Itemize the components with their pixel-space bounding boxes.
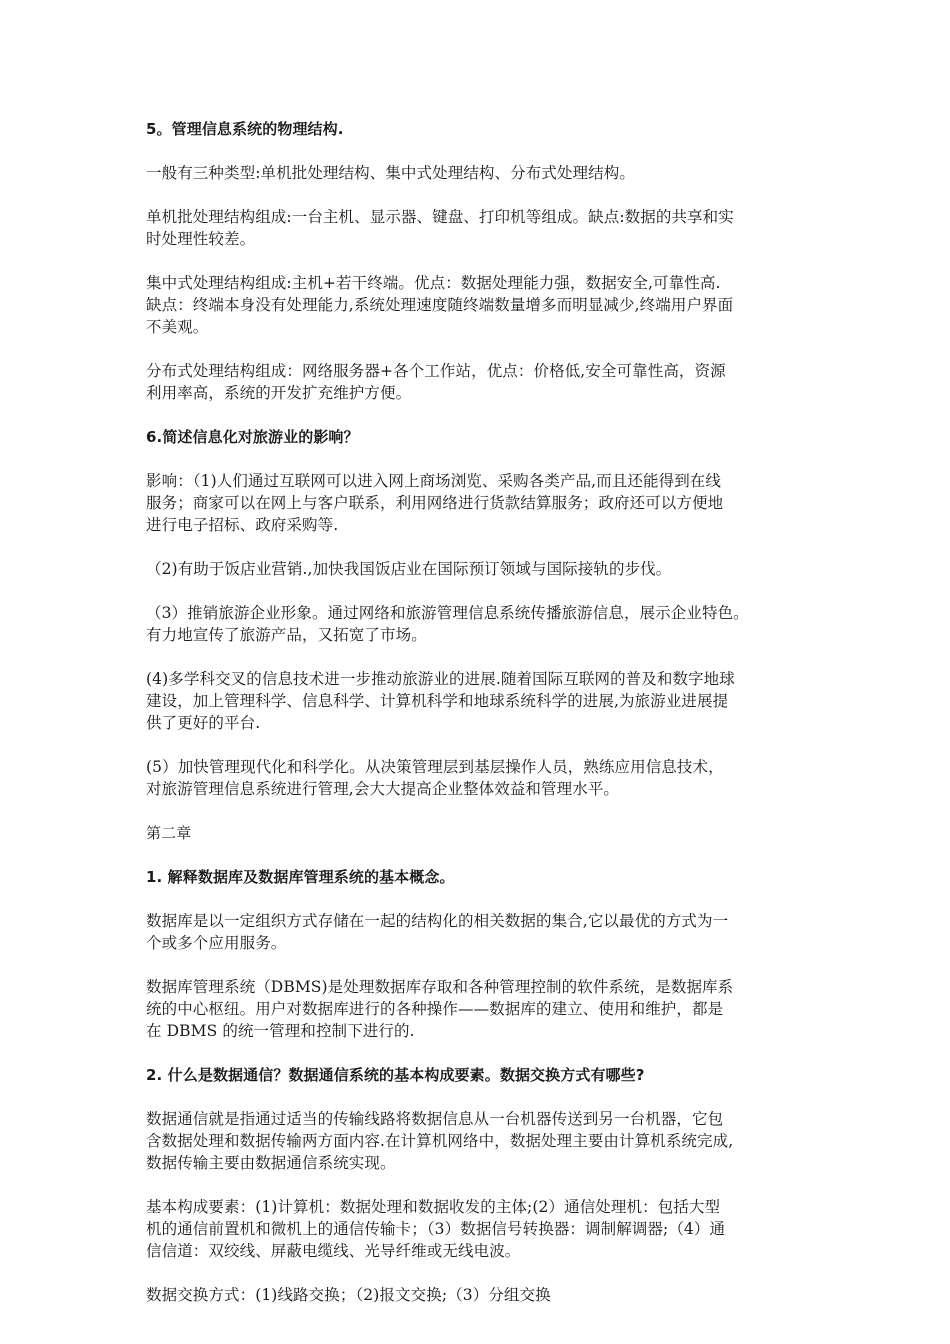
section-heading (146, 426, 818, 448)
document-page (146, 118, 818, 1328)
text-line: 个或多个应用服务。 (146, 934, 287, 952)
text-line: (5）加快管理现代化和科学化。从决策管理层到基层操作人员，熟练应用信息技术， (146, 758, 724, 776)
paragraph (146, 558, 818, 580)
text-line: 有力地宣传了旅游产品，又拓宽了市场。 (146, 626, 427, 644)
paragraph (146, 470, 818, 536)
text-line: 缺点：终端本身没有处理能力,系统处理速度随终端数量增多而明显减少,终端用户界面 (146, 296, 734, 314)
paragraph (146, 976, 818, 1042)
section-heading (146, 118, 818, 140)
text-line: 单机批处理结构组成:一台主机、显示器、键盘、打印机等组成。缺点:数据的共享和实 (146, 208, 734, 226)
text-line: 1. 解释数据库及数据库管理系统的基本概念。 (146, 868, 455, 886)
text-line: 数据库管理系统（DBMS)是处理数据库存取和各种管理控制的软件系统，是数据库系 (146, 978, 734, 996)
paragraph (146, 602, 818, 646)
paragraph (146, 756, 818, 800)
text-line: 集中式处理结构组成:主机+若干终端。优点：数据处理能力强，数据安全,可靠性高. (146, 274, 721, 292)
text-line: 建设，加上管理科学、信息科学、计算机科学和地球系统科学的进展,为旅游业进展提 (146, 692, 729, 710)
text-line: 第二章 (146, 824, 192, 842)
text-line: 不美观。 (146, 318, 209, 336)
text-line: 在 DBMS 的统一管理和控制下进行的. (146, 1022, 415, 1040)
paragraph (146, 668, 818, 734)
paragraph (146, 910, 818, 954)
text-line: 数据交换方式：(1)线路交换；（2)报文交换;（3）分组交换 (146, 1286, 551, 1304)
text-line: 5。管理信息系统的物理结构. (146, 120, 344, 138)
chapter-title (146, 822, 818, 844)
text-line: 服务；商家可以在网上与客户联系，利用网络进行货款结算服务；政府还可以方便地 (146, 494, 724, 512)
text-line: 分布式处理结构组成：网络服务器+各个工作站，优点：价格低,安全可靠性高，资源 (146, 362, 726, 380)
paragraph (146, 360, 818, 404)
paragraph (146, 1196, 818, 1262)
text-line: 利用率高，系统的开发扩充维护方便。 (146, 384, 412, 402)
text-line: (4)多学科交叉的信息技术进一步推动旅游业的进展.随着国际互联网的普及和数字地球 (146, 670, 735, 688)
text-line: 一般有三种类型:单机批处理结构、集中式处理结构、分布式处理结构。 (146, 164, 635, 182)
text-line: 数据库是以一定组织方式存储在一起的结构化的相关数据的集合,它以最优的方式为一 (146, 912, 729, 930)
text-line: 统的中心枢纽。用户对数据库进行的各种操作——数据库的建立、使用和维护，都是 (146, 1000, 724, 1018)
paragraph (146, 272, 818, 338)
text-line: 影响：（1)人们通过互联网可以进入网上商场浏览、采购各类产品,而且还能得到在线 (146, 472, 721, 490)
text-line: 供了更好的平台. (146, 714, 261, 732)
text-line: 含数据处理和数据传输两方面内容.在计算机网络中，数据处理主要由计算机系统完成, (146, 1132, 734, 1150)
paragraph (146, 1284, 818, 1306)
section-heading (146, 1064, 818, 1086)
paragraph (146, 1108, 818, 1174)
section-heading (146, 866, 818, 888)
text-line: 数据传输主要由数据通信系统实现。 (146, 1154, 396, 1172)
text-line: 6.简述信息化对旅游业的影响？ (146, 428, 359, 446)
text-line: 机的通信前置机和微机上的通信传输卡；（3）数据信号转换器：调制解调器;（4）通 (146, 1220, 726, 1238)
text-line: 基本构成要素：(1)计算机：数据处理和数据收发的主体;(2）通信处理机：包括大型 (146, 1198, 721, 1216)
text-line: （3）推销旅游企业形象。通过网络和旅游管理信息系统传播旅游信息，展示企业特色。 (146, 604, 749, 622)
text-line: 对旅游管理信息系统进行管理,会大大提高企业整体效益和管理水平。 (146, 780, 620, 798)
text-line: 数据通信就是指通过适当的传输线路将数据信息从一台机器传送到另一台机器，它包 (146, 1110, 724, 1128)
text-line: （2)有助于饭店业营销.,加快我国饭店业在国际预订领域与国际接轨的步伐。 (146, 560, 672, 578)
text-line: 时处理性较差。 (146, 230, 256, 248)
text-line: 进行电子招标、政府采购等. (146, 516, 339, 534)
paragraph (146, 162, 818, 184)
text-line: 信信道：双绞线、屏蔽电缆线、光导纤维或无线电波。 (146, 1242, 521, 1260)
paragraph (146, 206, 818, 250)
text-line: 2. 什么是数据通信？数据通信系统的基本构成要素。数据交换方式有哪些? (146, 1066, 645, 1084)
